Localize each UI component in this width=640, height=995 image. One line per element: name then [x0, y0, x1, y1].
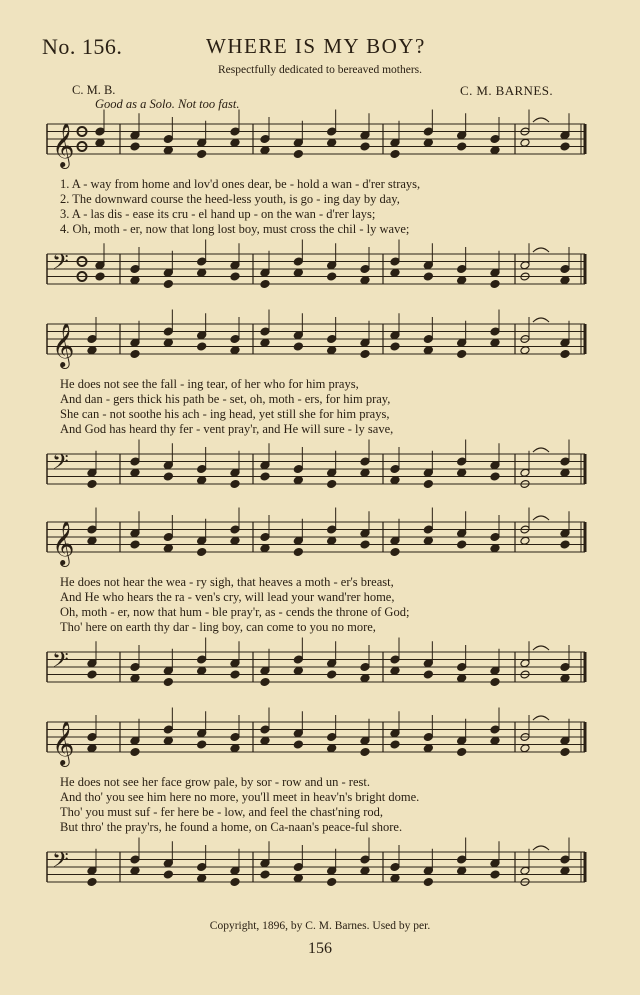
notehead — [293, 476, 303, 485]
bass-clef-icon: 𝄢 — [52, 848, 69, 878]
lyric-line-4-4: But thro' the pray'rs, he found a home, on Ca-naan's peace-ful shore. — [60, 820, 403, 834]
notehead — [230, 744, 240, 753]
notehead — [163, 472, 173, 481]
notehead — [360, 674, 370, 683]
notehead — [490, 544, 500, 553]
notehead — [293, 740, 303, 749]
notehead — [163, 736, 173, 745]
bass-clef-icon: 𝄢 — [52, 250, 69, 280]
notehead — [260, 678, 270, 687]
notehead — [260, 472, 270, 481]
notehead — [423, 878, 433, 887]
notehead — [490, 678, 500, 687]
notehead — [95, 272, 105, 281]
treble-staff-2 — [0, 318, 640, 378]
hymn-number: No. 156. — [42, 34, 123, 59]
notehead — [130, 276, 140, 285]
notehead — [260, 280, 270, 289]
notehead — [197, 476, 207, 485]
notehead — [560, 674, 570, 683]
lyric-line-1-4: 4. Oh, moth - er, now that long lost boy, must cross the chil - ly wave; — [60, 222, 410, 236]
treble-staff-3 — [0, 516, 640, 576]
bass-staff-4 — [0, 846, 640, 906]
notehead — [423, 670, 433, 679]
notehead — [520, 744, 530, 753]
fermata-icon — [533, 646, 549, 650]
notehead — [293, 548, 303, 557]
notehead — [327, 346, 337, 355]
notehead — [293, 342, 303, 351]
notehead — [230, 480, 240, 489]
treble-clef-icon: 𝄞 — [52, 123, 75, 167]
notehead — [457, 142, 467, 151]
notehead — [457, 866, 467, 875]
notehead — [260, 736, 270, 745]
notehead — [87, 670, 97, 679]
notehead — [130, 468, 140, 477]
notehead — [87, 480, 97, 489]
notehead — [87, 744, 97, 753]
lyric-line-3-1: He does not hear the wea - ry sigh, that heaves a moth - er's breast, — [60, 575, 394, 589]
notehead — [457, 674, 467, 683]
notehead — [390, 342, 400, 351]
bass-staff-2 — [0, 448, 640, 508]
lyric-line-1-1: 1. A - way from home and lov'd ones dear, be - hold a wan - d'rer strays, — [60, 177, 421, 191]
lyric-line-1-3: 3. A - las dis - ease its cru - el hand up - on the wan - d'rer lays; — [60, 207, 376, 221]
notehead — [95, 138, 105, 147]
notehead — [490, 146, 500, 155]
notehead — [490, 736, 500, 745]
notehead — [360, 540, 370, 549]
notehead — [163, 280, 173, 289]
notehead — [87, 878, 97, 887]
notehead — [87, 536, 97, 545]
lyric-line-2-2: And dan - gers thick his path be - set, oh, moth - ers, for him pray, — [60, 392, 391, 406]
notehead — [423, 480, 433, 489]
notehead — [230, 878, 240, 887]
lyric-line-4-2: And tho' you see him here no more, you'll meet in heav'n's bright dome. — [60, 790, 420, 804]
bass-staff-3 — [0, 646, 640, 706]
notehead — [560, 142, 570, 151]
notehead — [490, 338, 500, 347]
notehead — [163, 146, 173, 155]
notehead — [293, 268, 303, 277]
notehead — [197, 268, 207, 277]
tempo-marking: Good as a Solo. Not too fast. — [95, 97, 240, 111]
notehead — [390, 740, 400, 749]
notehead — [423, 138, 433, 147]
lyric-line-3-4: Tho' here on earth thy dar - ling boy, can come to you no more, — [60, 620, 376, 634]
notehead — [390, 476, 400, 485]
notehead — [490, 870, 500, 879]
fermata-icon — [533, 248, 549, 252]
notehead — [130, 866, 140, 875]
notehead — [520, 536, 530, 545]
fermata-icon — [533, 118, 549, 122]
notehead — [87, 346, 97, 355]
notehead — [423, 272, 433, 281]
notehead — [260, 146, 270, 155]
notehead — [390, 666, 400, 675]
notehead — [457, 748, 467, 757]
notehead — [197, 874, 207, 883]
treble-staff-4 — [0, 716, 640, 776]
notehead — [490, 472, 500, 481]
treble-clef-icon: 𝄞 — [52, 721, 75, 765]
fermata-icon — [533, 318, 549, 322]
notehead — [560, 468, 570, 477]
fermata-icon — [533, 448, 549, 452]
notehead — [230, 138, 240, 147]
notehead — [560, 350, 570, 359]
notehead — [130, 540, 140, 549]
notehead — [197, 740, 207, 749]
notehead — [520, 138, 530, 147]
notehead — [163, 338, 173, 347]
notehead — [293, 874, 303, 883]
lyric-line-4-1: He does not see her face grow pale, by sor - row and un - rest. — [60, 775, 370, 789]
notehead — [197, 548, 207, 557]
fermata-icon — [533, 846, 549, 850]
notehead — [490, 280, 500, 289]
notehead — [327, 536, 337, 545]
lyric-line-2-4: And God has heard thy fer - vent pray'r, and He will sure - ly save, — [60, 422, 394, 436]
notehead — [197, 150, 207, 159]
fermata-icon — [533, 516, 549, 520]
notehead — [327, 272, 337, 281]
notehead — [163, 678, 173, 687]
copyright-notice: Copyright, 1896, by C. M. Barnes. Used by per. — [209, 920, 431, 932]
notehead — [457, 540, 467, 549]
notehead — [423, 536, 433, 545]
notehead — [390, 268, 400, 277]
notehead — [197, 342, 207, 351]
notehead — [130, 142, 140, 151]
treble-clef-icon: 𝄞 — [52, 521, 75, 565]
notehead — [390, 548, 400, 557]
notehead — [260, 338, 270, 347]
lyric-line-3-3: Oh, moth - er, now that hum - ble pray'r, as - cends the throne of God; — [60, 605, 410, 619]
notehead — [230, 670, 240, 679]
notehead — [560, 540, 570, 549]
notehead — [327, 878, 337, 887]
page-number: 156 — [308, 940, 332, 957]
notehead — [423, 346, 433, 355]
notehead — [327, 480, 337, 489]
lyric-line-3-2: And He who hears the ra - ven's cry, will lead your wand'rer home, — [60, 590, 395, 604]
notehead — [163, 870, 173, 879]
notehead — [293, 150, 303, 159]
dedication: Respectfully dedicated to bereaved mothers. — [217, 64, 423, 76]
notehead — [560, 748, 570, 757]
notehead — [360, 866, 370, 875]
lyric-line-2-1: He does not see the fall - ing tear, of her who for him prays, — [60, 377, 359, 391]
composer-name: C. M. BARNES. — [460, 83, 553, 98]
notehead — [260, 544, 270, 553]
notehead — [360, 748, 370, 757]
notehead — [560, 866, 570, 875]
notehead — [360, 142, 370, 151]
notehead — [360, 276, 370, 285]
hymn-title: WHERE IS MY BOY? — [206, 34, 426, 58]
bass-staff-1 — [0, 248, 640, 308]
treble-staff-1 — [0, 118, 640, 178]
notehead — [520, 346, 530, 355]
notehead — [457, 350, 467, 359]
notehead — [130, 674, 140, 683]
notehead — [230, 346, 240, 355]
composer-initials: C. M. B. — [72, 83, 116, 97]
notehead — [390, 150, 400, 159]
notehead — [327, 744, 337, 753]
notehead — [327, 670, 337, 679]
notehead — [457, 468, 467, 477]
bass-clef-icon: 𝄢 — [52, 450, 69, 480]
notehead — [293, 666, 303, 675]
notehead — [130, 748, 140, 757]
bass-clef-icon: 𝄢 — [52, 648, 69, 678]
notehead — [423, 744, 433, 753]
lyric-line-4-3: Tho' you must suf - fer here be - low, and feel the chast'ning rod, — [60, 805, 384, 819]
notehead — [197, 666, 207, 675]
notehead — [260, 870, 270, 879]
notehead — [360, 468, 370, 477]
notehead — [230, 272, 240, 281]
notehead — [327, 138, 337, 147]
treble-clef-icon: 𝄞 — [52, 323, 75, 367]
notehead — [457, 276, 467, 285]
fermata-icon — [533, 716, 549, 720]
lyric-line-1-2: 2. The downward course the heed-less youth, is go - ing day by day, — [60, 192, 400, 206]
notehead — [560, 276, 570, 285]
notehead — [360, 350, 370, 359]
notehead — [130, 350, 140, 359]
notehead — [163, 544, 173, 553]
lyric-line-2-3: She can - not soothe his ach - ing head, yet still she for him prays, — [60, 407, 390, 421]
notehead — [390, 874, 400, 883]
notehead — [230, 536, 240, 545]
